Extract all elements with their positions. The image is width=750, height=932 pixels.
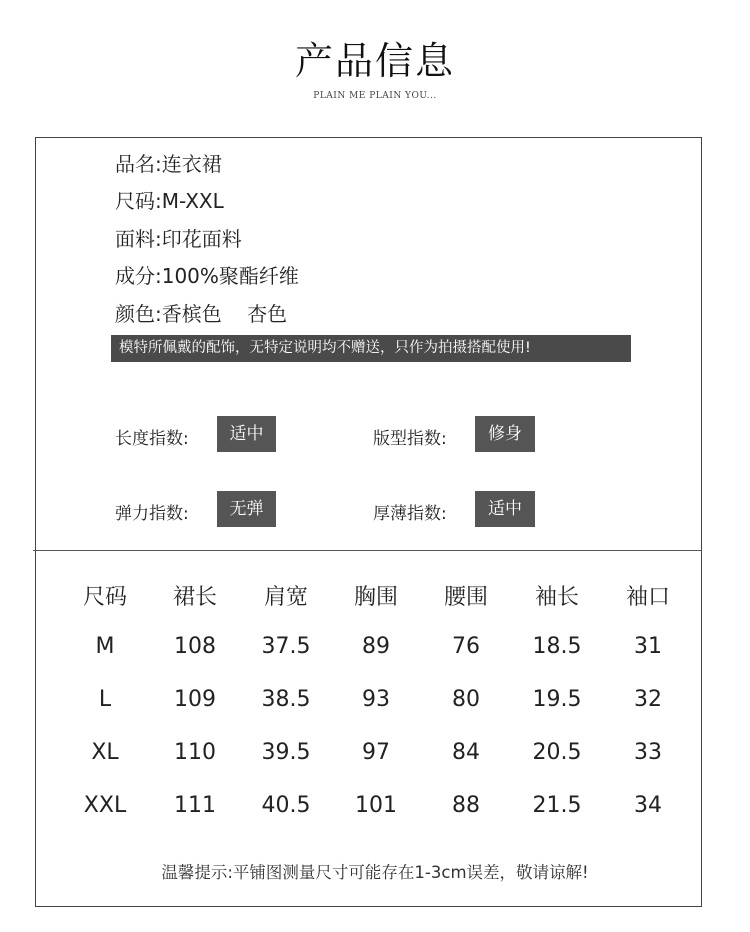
info-composition: 成分:100%聚酯纤维 — [115, 264, 299, 288]
table-cell: 84 — [452, 740, 480, 765]
table-cell: 38.5 — [261, 687, 311, 712]
fit-index-label: 版型指数: — [373, 429, 447, 449]
table-cell: 101 — [355, 793, 397, 818]
table-header-bust: 胸围 — [353, 585, 398, 610]
length-index-tag: 适中 — [217, 416, 276, 452]
table-cell: 89 — [362, 634, 390, 659]
table-cell: 93 — [362, 687, 390, 712]
table-cell: 31 — [634, 634, 662, 659]
page-subtitle: PLAIN ME PLAIN YOU... — [313, 91, 437, 101]
thickness-index-tag: 适中 — [475, 491, 535, 527]
table-header-waist: 腰围 — [443, 585, 488, 610]
table-cell: XXL — [83, 793, 127, 818]
table-header-shoulder: 肩宽 — [263, 585, 308, 610]
table-cell: 109 — [174, 687, 216, 712]
table-cell: M — [95, 634, 115, 659]
table-cell: 32 — [634, 687, 662, 712]
info-size: 尺码:M-XXL — [115, 189, 224, 213]
table-cell: 108 — [174, 634, 216, 659]
table-cell: 80 — [452, 687, 480, 712]
table-header-dress-length: 裙长 — [172, 585, 217, 610]
length-index-label: 长度指数: — [115, 429, 189, 449]
table-cell: 40.5 — [261, 793, 311, 818]
table-cell: 33 — [634, 740, 662, 765]
table-cell: 76 — [452, 634, 480, 659]
info-product-name: 品名:连衣裙 — [115, 152, 222, 176]
table-cell: 110 — [174, 740, 216, 765]
table-cell: 37.5 — [261, 634, 311, 659]
table-header-size: 尺码 — [82, 585, 127, 610]
fit-index-tag: 修身 — [475, 416, 535, 452]
table-cell: XL — [91, 740, 119, 765]
info-color: 颜色:香槟色 杏色 — [115, 302, 288, 326]
table-cell: 111 — [174, 793, 216, 818]
table-header-sleeve-length: 袖长 — [534, 585, 579, 610]
info-fabric: 面料:印花面料 — [115, 227, 242, 251]
table-header-cuff: 袖口 — [625, 585, 670, 610]
section-divider — [33, 550, 702, 551]
table-cell: 20.5 — [532, 740, 582, 765]
elasticity-index-label: 弹力指数: — [115, 504, 189, 524]
table-cell: 97 — [362, 740, 390, 765]
table-cell: 21.5 — [532, 793, 582, 818]
table-cell: 39.5 — [261, 740, 311, 765]
table-cell: 18.5 — [532, 634, 582, 659]
measurement-note: 温馨提示:平铺图测量尺寸可能存在1-3cm误差，敬请谅解! — [161, 863, 589, 882]
table-cell: 19.5 — [532, 687, 582, 712]
table-cell: L — [98, 687, 112, 712]
page-title: 产品信息 — [294, 39, 455, 83]
table-cell: 88 — [452, 793, 480, 818]
table-cell: 34 — [634, 793, 662, 818]
thickness-index-label: 厚薄指数: — [373, 504, 447, 524]
accessory-notice: 模特所佩戴的配饰，无特定说明均不赠送，只作为拍摄搭配使用! — [111, 335, 631, 362]
elasticity-index-tag: 无弹 — [217, 491, 276, 527]
